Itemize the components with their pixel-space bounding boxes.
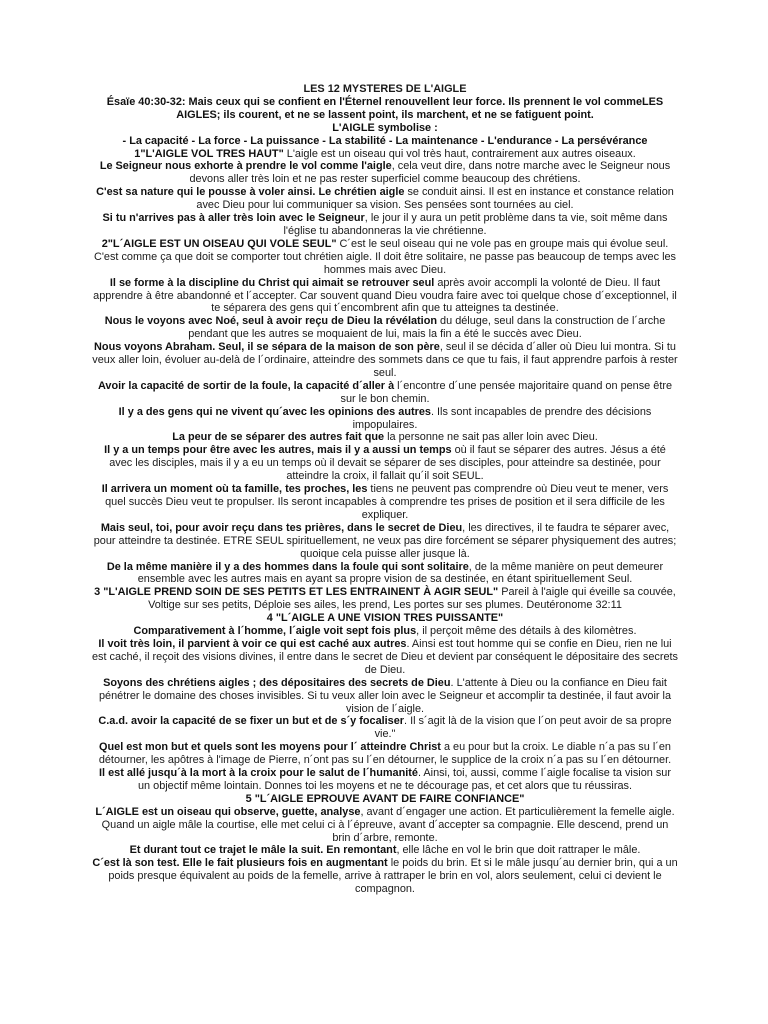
bold-text: Comparativement à l´homme, l´aigle voit sept fois plus — [133, 625, 417, 638]
body-text: se conduit ainsi. Il est en instance et constance relation avec Dieu pour lui communiquer sa vision. Ses pensées sont tournées au ciel. — [196, 186, 674, 212]
body-text: . Ainsi est tout homme qui se confie en Dieu, rien ne lui est caché, il reçoit des visions divines, il entre dans le secret de Dieu et devient par conséquent le dépositaire des secrets de Dieu. — [92, 637, 678, 676]
paragraph — [92, 638, 678, 677]
body-text: , de la même manière on peut demeurer ensemble avec les autres mais en ayant sa propre vision de sa destinée, en étant spirituellement Seul. — [137, 560, 664, 586]
paragraph — [92, 612, 678, 625]
bold-text: L´AIGLE est un oiseau qui observe, guette, analyse — [95, 805, 361, 818]
paragraph — [92, 715, 678, 741]
body-text: après avoir accompli la volonté de Dieu. Il faut apprendre à être abandonné et l´accepter. Car souvent quand Dieu voudra faire avec toi quelque chose d´exceptionnel, il te séparera des gens qui t´encombrent afin que tu atteignes ta destinée. — [93, 276, 677, 315]
paragraph-list — [92, 96, 678, 896]
paragraph — [92, 793, 678, 806]
paragraph — [92, 96, 678, 122]
bold-text: C´est là son test. Elle le fait plusieurs fois en augmentant — [92, 857, 388, 870]
body-text: a eu pour but la croix. Le diable n´a pas su l´en détourner, les apôtres à l'image de Pierre, n´ont pas su l´en détourner, le supplice de la croix n´a pas su l´en détourner. — [98, 741, 672, 767]
bold-text: - La capacité - La force - La puissance - La stabilité - La maintenance - L'endurance - La persévérance — [122, 134, 648, 147]
paragraph — [92, 741, 678, 767]
body-text: . L'attente à Dieu ou la confiance en Dieu fait pénétrer le domaine des choses invisibles. Si tu veux aller loin avec le Seigneur et accomplir ta destinée, il faut avoir la vision de l´aigle. — [98, 676, 672, 715]
document-body — [92, 83, 678, 896]
bold-text: 2"L´AIGLE EST UN OISEAU QUI VOLE SEUL" — [101, 237, 337, 250]
bold-text: Avoir la capacité de sortir de la foule, la capacité d´aller à — [97, 379, 395, 392]
bold-text: 4 "L´AIGLE A UNE VISION TRES PUISSANTE" — [266, 612, 504, 625]
paragraph — [92, 677, 678, 716]
bold-text: Quel est mon but et quels sont les moyens pour l´ atteindre Christ — [99, 741, 441, 754]
paragraph — [92, 857, 678, 896]
body-text: , elle lâche en vol le brin que doit rattraper le mâle. — [396, 844, 641, 857]
bold-text: Et durant tout ce trajet le mâle la suit. En remontant — [129, 844, 397, 857]
paragraph — [92, 212, 678, 238]
paragraph — [92, 315, 678, 341]
paragraph — [92, 135, 678, 148]
paragraph — [92, 431, 678, 444]
paragraph — [92, 380, 678, 406]
document-title: LES 12 MYSTERES DE L'AIGLE — [303, 83, 467, 95]
bold-text: 5 "L´AIGLE EPROUVE AVANT DE FAIRE CONFIANCE" — [245, 792, 525, 805]
body-text: l´encontre d´une pensée majoritaire quand on pense être sur le bon chemin. — [340, 379, 673, 405]
body-text: L'aigle est un oiseau qui vol très haut, contrairement aux autres oiseaux. — [283, 147, 636, 160]
body-text: où il faut se séparer des autres. Jésus a été avec les disciples, mais il y a eu un temps où il devait se séparer de ses disciples, pour atteindre sa destinée, pour atteindre la croix, il fallait qu´il soit SEUL. — [109, 444, 666, 483]
body-text: Pareil à l'aigle qui éveille sa couvée, Voltige sur ses petits, Déploie ses ailes, les prend, Les portes sur ses plumes. Deutéronome 32:11 — [148, 586, 676, 612]
body-text: , il perçoit même des détails à des kilomètres. — [416, 625, 637, 638]
body-text: , les directives, il te faudra te séparer avec, pour atteindre ta destinée. ETRE SEUL spirituellement, ne veux pas dire forcément se séparer physiquement des autres; quoique cela puisse aller jusque là. — [93, 521, 677, 560]
body-text: . Ils sont incapables de prendre des décisions impopulaires. — [352, 405, 652, 431]
paragraph — [92, 586, 678, 612]
paragraph — [92, 186, 678, 212]
bold-text: Il voit très loin, il parvient à voir ce qui est caché aux autres — [98, 637, 407, 650]
bold-text: De la même manière il y a des hommes dans la foule qui sont solitaire — [106, 560, 469, 573]
body-text: , le jour il y aura un petit problème dans ta vie, soit même dans l'église tu abandonneras la vie chrétienne. — [283, 212, 668, 237]
bold-text: Nous le voyons avec Noé, seul à avoir reçu de Dieu la révélation — [104, 315, 438, 328]
body-text: tiens ne peuvent pas comprendre où Dieu veut te mener, vers quel succès Dieu veut te propulser. Ils seront incapables à comprendre tes prises de position et il sera difficile de les expliquer. — [105, 483, 669, 521]
paragraph — [92, 844, 678, 857]
bold-text: Mais seul, toi, pour avoir reçu dans tes prières, dans le secret de Dieu — [100, 521, 463, 534]
paragraph — [92, 238, 678, 277]
paragraph — [92, 148, 678, 161]
paragraph — [92, 160, 678, 186]
body-text: , cela veut dire, dans notre marche avec le Seigneur nous devons aller très loin et ne pas rester superficiel comme beaucoup des chrétiens. — [189, 160, 671, 186]
paragraph — [92, 341, 678, 380]
bold-text: 3 "L'AIGLE PREND SOIN DE SES PETITS ET LES ENTRAINENT À AGIR SEUL" — [94, 586, 499, 599]
bold-text: Nous voyons Abraham. Seul, il se sépara de la maison de son père — [94, 341, 440, 354]
body-text: le poids du brin. Et si le mâle jusqu´au dernier brin, qui a un poids presque équivalent au poids de la femelle, arrive à rattraper le brin en vol, alors seulement, celui ci devient le compagnon. — [108, 857, 678, 896]
paragraph — [92, 806, 678, 845]
bold-text: Il y a un temps pour être avec les autres, mais il y a aussi un temps — [104, 444, 452, 457]
body-text: , seul il se décida d´aller où Dieu lui montra. Si tu veux aller loin, évoluer au-delà de l´ordinaire, atteindre des sommets dans ce que tu fais, il faut apprendre parfois à rester seul. — [92, 341, 678, 379]
paragraph — [92, 767, 678, 793]
body-text: du déluge, seul dans la construction de l´arche pendant que les autres se moquaient de lui, mais la fin a été le succès avec Dieu. — [188, 315, 666, 341]
paragraph — [92, 483, 678, 522]
bold-text: Soyons des chrétiens aigles ; des dépositaires des secrets de Dieu — [103, 676, 451, 689]
bold-text: Ésaïe 40:30-32: Mais ceux qui se confient en l'Éternel renouvellent leur force. Ils prennent le vol commeLES AIGLES; ils courent, et ne se lassent point, ils marchent, et ne se fatiguent point. — [106, 95, 664, 121]
body-text: . Il s´agit là de la vision que l´on peut avoir de sa propre vie." — [374, 715, 672, 741]
paragraph — [92, 625, 678, 638]
bold-text: L'AIGLE symbolise : — [332, 121, 438, 134]
body-text: la personne ne sait pas aller loin avec Dieu. — [384, 431, 598, 444]
paragraph — [92, 406, 678, 432]
bold-text: Si tu n'arrives pas à aller très loin avec le Seigneur — [102, 212, 365, 225]
bold-text: C'est sa nature qui le pousse à voler ainsi. Le chrétien aigle — [96, 186, 405, 199]
paragraph — [92, 522, 678, 561]
paragraph — [92, 277, 678, 316]
body-text: . Ainsi, toi, aussi, comme l´aigle focalise ta vision sur un objectif même lointain. Donnes toi les moyens et ne te décourage pas, et cet alors que tu réussiras. — [138, 767, 671, 792]
bold-text: 1"L'AIGLE VOL TRES HAUT" — [134, 147, 284, 160]
bold-text: Il est allé jusqu´à la mort à la croix pour le salut de l´humanité — [99, 767, 418, 780]
body-text: C´est le seul oiseau qui ne vole pas en groupe mais qui évolue seul. C'est comme ça que doit se comporter tout chrétien aigle. Il doit être solitaire, ne passe pas beaucoup de temps avec les hommes mais avec Dieu. — [93, 237, 677, 276]
bold-text: Il arrivera un moment où ta famille, tes proches, les — [101, 483, 368, 496]
body-text: , avant d´engager une action. Et particulièrement la femelle aigle. Quand un aigle mâle la courtise, elle met celui ci à l´épreuve, avant d´accepter sa compagnie. Elle descend, prend un brin d´arbre, remonte. — [101, 805, 675, 844]
paragraph — [92, 444, 678, 483]
bold-text: C.a.d. avoir la capacité de se fixer un but et de s´y focaliser — [98, 715, 405, 728]
paragraph — [92, 561, 678, 587]
bold-text: La peur de se séparer des autres fait que — [172, 431, 385, 444]
bold-text: Il y a des gens qui ne vivent qu´avec les opinions des autres — [118, 405, 431, 418]
bold-text: Le Seigneur nous exhorte à prendre le vol comme l'aigle — [99, 160, 392, 173]
paragraph — [92, 122, 678, 135]
bold-text: Il se forme à la discipline du Christ qui aimait se retrouver seul — [109, 276, 435, 289]
